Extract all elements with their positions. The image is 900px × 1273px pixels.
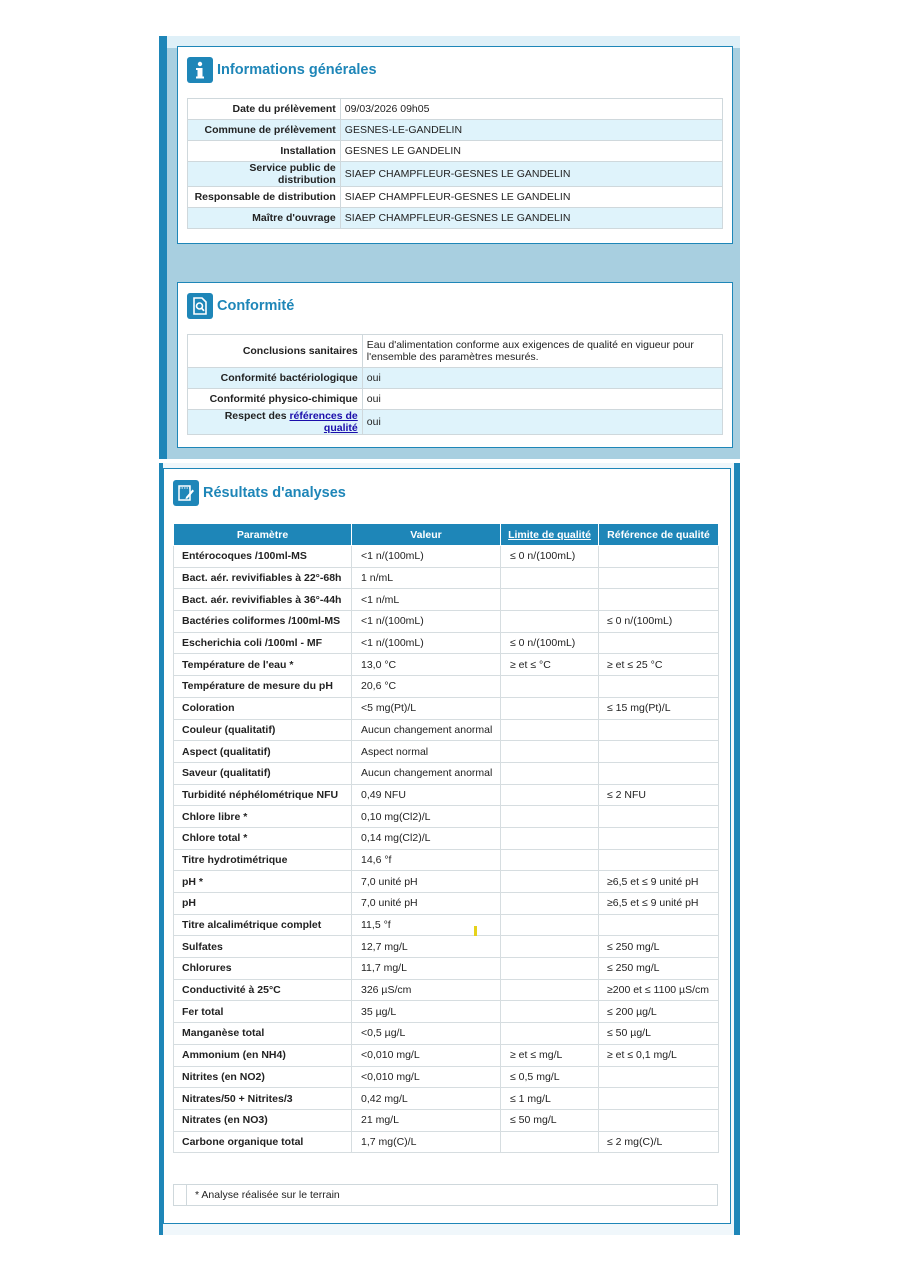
- footnote-text: * Analyse réalisée sur le terrain: [195, 1189, 340, 1201]
- result-row: [174, 893, 719, 915]
- parameter-cell: Saveur (qualitatif): [174, 762, 352, 784]
- parameter-cell: Nitrites (en NO2): [174, 1066, 352, 1088]
- limit-cell: [501, 589, 599, 611]
- general-info-label: Service public de distribution: [188, 162, 341, 187]
- limit-cell: ≤ 0 n/(100mL): [501, 632, 599, 654]
- result-row: [174, 719, 719, 741]
- parameter-cell: pH *: [174, 871, 352, 893]
- reference-cell: [599, 914, 719, 936]
- parameter-cell: Nitrates (en NO3): [174, 1109, 352, 1131]
- limit-cell: [501, 762, 599, 784]
- reference-cell: ≤ 250 mg/L: [599, 958, 719, 980]
- quality-ref-value: oui: [362, 410, 722, 435]
- result-row: [174, 784, 719, 806]
- results-header-row: [174, 524, 719, 546]
- limit-cell: [501, 979, 599, 1001]
- parameter-cell: Manganèse total: [174, 1023, 352, 1045]
- general-info-value: SIAEP CHAMPFLEUR-GESNES LE GANDELIN: [340, 208, 722, 229]
- parameter-cell: Sulfates: [174, 936, 352, 958]
- parameter-cell: Nitrates/50 + Nitrites/3: [174, 1088, 352, 1110]
- value-cell: Aspect normal: [352, 741, 501, 763]
- reference-cell: [599, 567, 719, 589]
- conclusion-value: Eau d'alimentation conforme aux exigences de qualité en vigueur pour l'ensemble des paramètres mesurés.: [362, 335, 722, 368]
- reference-cell: ≤ 50 µg/L: [599, 1023, 719, 1045]
- value-cell: 20,6 °C: [352, 676, 501, 698]
- reference-cell: ≤ 200 µg/L: [599, 1001, 719, 1023]
- value-cell: 12,7 mg/L: [352, 936, 501, 958]
- conformity-header: [187, 292, 294, 320]
- conformity-row: [188, 335, 723, 368]
- result-row: [174, 1088, 719, 1110]
- general-info-row: [188, 187, 723, 208]
- parameter-cell: pH: [174, 893, 352, 915]
- result-row: [174, 914, 719, 936]
- col-header-parameter: Paramètre: [174, 524, 352, 546]
- bacterio-value: oui: [362, 368, 722, 389]
- value-cell: 11,7 mg/L: [352, 958, 501, 980]
- quality-ref-label: [188, 410, 363, 435]
- general-info-row: [188, 162, 723, 187]
- result-row: [174, 1109, 719, 1131]
- value-cell: 1,7 mg(C)/L: [352, 1131, 501, 1153]
- value-cell: <5 mg(Pt)/L: [352, 697, 501, 719]
- general-info-row: [188, 208, 723, 229]
- value-cell: <0,010 mg/L: [352, 1044, 501, 1066]
- bottom-panel: [159, 463, 740, 1235]
- parameter-cell: Titre alcalimétrique complet: [174, 914, 352, 936]
- value-cell: 14,6 °f: [352, 849, 501, 871]
- footnote-gap: [174, 1185, 187, 1205]
- parameter-cell: Bact. aér. revivifiables à 22°-68h: [174, 567, 352, 589]
- conformity-title: Conformité: [217, 298, 295, 314]
- physchem-label: Conformité physico-chimique: [188, 389, 363, 410]
- general-info-value: 09/03/2026 09h05: [340, 99, 722, 120]
- conclusion-label: Conclusions sanitaires: [188, 335, 363, 368]
- limit-cell: [501, 1001, 599, 1023]
- parameter-cell: Aspect (qualitatif): [174, 741, 352, 763]
- value-cell: 0,10 mg(Cl2)/L: [352, 806, 501, 828]
- reference-cell: [599, 589, 719, 611]
- parameter-cell: Carbone organique total: [174, 1131, 352, 1153]
- parameter-cell: Escherichia coli /100ml - MF: [174, 632, 352, 654]
- col-header-limit-link[interactable]: Limite de qualité: [501, 524, 599, 546]
- result-row: [174, 1001, 719, 1023]
- result-row: [174, 806, 719, 828]
- reference-cell: ≤ 0 n/(100mL): [599, 611, 719, 633]
- parameter-cell: Titre hydrotimétrique: [174, 849, 352, 871]
- value-cell: 13,0 °C: [352, 654, 501, 676]
- general-info-label: Date du prélèvement: [188, 99, 341, 120]
- limit-cell: [501, 893, 599, 915]
- parameter-cell: Ammonium (en NH4): [174, 1044, 352, 1066]
- result-row: [174, 849, 719, 871]
- limit-cell: [501, 1023, 599, 1045]
- limit-cell: [501, 611, 599, 633]
- limit-cell: ≤ 0 n/(100mL): [501, 546, 599, 568]
- general-info-header: [187, 56, 377, 84]
- reference-cell: ≥6,5 et ≤ 9 unité pH: [599, 893, 719, 915]
- conformity-row: [188, 389, 723, 410]
- value-cell: 0,14 mg(Cl2)/L: [352, 827, 501, 849]
- quality-ref-prefix: Respect des: [224, 410, 290, 422]
- result-row: [174, 1023, 719, 1045]
- general-info-row: [188, 120, 723, 141]
- results-table: [173, 523, 719, 1153]
- result-row: [174, 1131, 719, 1153]
- limit-cell: [501, 827, 599, 849]
- parameter-cell: Chlorures: [174, 958, 352, 980]
- reference-cell: [599, 1066, 719, 1088]
- text-cursor-marker: [474, 926, 477, 936]
- result-row: [174, 1066, 719, 1088]
- reference-cell: [599, 676, 719, 698]
- value-cell: 0,42 mg/L: [352, 1088, 501, 1110]
- value-cell: 1 n/mL: [352, 567, 501, 589]
- parameter-cell: Bactéries coliformes /100ml-MS: [174, 611, 352, 633]
- limit-cell: ≥ et ≤ °C: [501, 654, 599, 676]
- reference-cell: [599, 546, 719, 568]
- general-info-value: GESNES LE GANDELIN: [340, 141, 722, 162]
- value-cell: Aucun changement anormal: [352, 762, 501, 784]
- reference-cell: [599, 762, 719, 784]
- conformity-table: [187, 334, 723, 435]
- parameter-cell: Entérocoques /100ml-MS: [174, 546, 352, 568]
- value-cell: <0,010 mg/L: [352, 1066, 501, 1088]
- limit-cell: [501, 567, 599, 589]
- limit-cell: [501, 697, 599, 719]
- limit-cell: [501, 719, 599, 741]
- reference-cell: [599, 1109, 719, 1131]
- limit-cell: [501, 806, 599, 828]
- reference-cell: [599, 827, 719, 849]
- value-cell: <1 n/(100mL): [352, 611, 501, 633]
- result-row: [174, 827, 719, 849]
- parameter-cell: Fer total: [174, 1001, 352, 1023]
- value-cell: <0,5 µg/L: [352, 1023, 501, 1045]
- bacterio-label: Conformité bactériologique: [188, 368, 363, 389]
- reference-cell: ≤ 2 NFU: [599, 784, 719, 806]
- results-title: Résultats d'analyses: [203, 485, 346, 501]
- col-header-reference: Référence de qualité: [599, 524, 719, 546]
- reference-cell: ≤ 15 mg(Pt)/L: [599, 697, 719, 719]
- result-row: [174, 762, 719, 784]
- reference-cell: [599, 741, 719, 763]
- parameter-cell: Conductivité à 25°C: [174, 979, 352, 1001]
- results-header: [173, 479, 346, 507]
- general-info-value: GESNES-LE-GANDELIN: [340, 120, 722, 141]
- limit-cell: ≤ 1 mg/L: [501, 1088, 599, 1110]
- result-row: [174, 958, 719, 980]
- reference-cell: [599, 849, 719, 871]
- results-card: [163, 468, 731, 1224]
- general-info-table: [187, 98, 723, 229]
- general-info-row: [188, 99, 723, 120]
- result-row: [174, 741, 719, 763]
- reference-cell: ≥200 et ≤ 1100 µS/cm: [599, 979, 719, 1001]
- reference-cell: ≥ et ≤ 25 °C: [599, 654, 719, 676]
- limit-cell: [501, 871, 599, 893]
- result-row: [174, 611, 719, 633]
- general-info-row: [188, 141, 723, 162]
- conformity-row: [188, 410, 723, 435]
- result-row: [174, 654, 719, 676]
- result-row: [174, 567, 719, 589]
- result-row: [174, 589, 719, 611]
- conformity-card: [177, 282, 733, 448]
- result-row: [174, 1044, 719, 1066]
- general-info-label: Installation: [188, 141, 341, 162]
- limit-cell: ≤ 0,5 mg/L: [501, 1066, 599, 1088]
- parameter-cell: Couleur (qualitatif): [174, 719, 352, 741]
- value-cell: 35 µg/L: [352, 1001, 501, 1023]
- parameter-cell: Température de mesure du pH: [174, 676, 352, 698]
- general-info-value: SIAEP CHAMPFLEUR-GESNES LE GANDELIN: [340, 162, 722, 187]
- footnote: [173, 1184, 718, 1206]
- info-icon: [187, 57, 213, 83]
- limit-cell: [501, 741, 599, 763]
- limit-cell: [501, 676, 599, 698]
- general-info-label: Maître d'ouvrage: [188, 208, 341, 229]
- result-row: [174, 936, 719, 958]
- parameter-cell: Chlore libre *: [174, 806, 352, 828]
- parameter-cell: Température de l'eau *: [174, 654, 352, 676]
- col-header-value: Valeur: [352, 524, 501, 546]
- reference-cell: [599, 719, 719, 741]
- parameter-cell: Coloration: [174, 697, 352, 719]
- value-cell: <1 n/(100mL): [352, 632, 501, 654]
- reference-cell: [599, 806, 719, 828]
- parameter-cell: Turbidité néphélométrique NFU: [174, 784, 352, 806]
- value-cell: 7,0 unité pH: [352, 893, 501, 915]
- value-cell: <1 n/(100mL): [352, 546, 501, 568]
- value-cell: Aucun changement anormal: [352, 719, 501, 741]
- result-row: [174, 697, 719, 719]
- result-row: [174, 676, 719, 698]
- reference-cell: ≥6,5 et ≤ 9 unité pH: [599, 871, 719, 893]
- parameter-cell: Bact. aér. revivifiables à 36°-44h: [174, 589, 352, 611]
- general-info-value: SIAEP CHAMPFLEUR-GESNES LE GANDELIN: [340, 187, 722, 208]
- reference-cell: [599, 1088, 719, 1110]
- value-cell: <1 n/mL: [352, 589, 501, 611]
- top-panel: [159, 36, 740, 459]
- limit-cell: [501, 784, 599, 806]
- physchem-value: oui: [362, 389, 722, 410]
- value-cell: 11,5 °f: [352, 914, 501, 936]
- result-row: [174, 546, 719, 568]
- general-info-card: [177, 46, 733, 244]
- quality-references-link[interactable]: références de qualité: [289, 410, 358, 434]
- result-row: [174, 632, 719, 654]
- limit-cell: [501, 958, 599, 980]
- reference-cell: ≥ et ≤ 0,1 mg/L: [599, 1044, 719, 1066]
- reference-cell: ≤ 2 mg(C)/L: [599, 1131, 719, 1153]
- limit-cell: [501, 914, 599, 936]
- result-row: [174, 979, 719, 1001]
- edit-notes-icon: [173, 480, 199, 506]
- result-row: [174, 871, 719, 893]
- value-cell: 326 µS/cm: [352, 979, 501, 1001]
- conformity-row: [188, 368, 723, 389]
- limit-cell: ≥ et ≤ mg/L: [501, 1044, 599, 1066]
- reference-cell: [599, 632, 719, 654]
- limit-cell: [501, 1131, 599, 1153]
- limit-cell: [501, 849, 599, 871]
- limit-cell: [501, 936, 599, 958]
- general-info-label: Commune de prélèvement: [188, 120, 341, 141]
- parameter-cell: Chlore total *: [174, 827, 352, 849]
- document-search-icon: [187, 293, 213, 319]
- value-cell: 21 mg/L: [352, 1109, 501, 1131]
- general-info-label: Responsable de distribution: [188, 187, 341, 208]
- general-info-title: Informations générales: [217, 62, 377, 78]
- limit-cell: ≤ 50 mg/L: [501, 1109, 599, 1131]
- reference-cell: ≤ 250 mg/L: [599, 936, 719, 958]
- value-cell: 0,49 NFU: [352, 784, 501, 806]
- value-cell: 7,0 unité pH: [352, 871, 501, 893]
